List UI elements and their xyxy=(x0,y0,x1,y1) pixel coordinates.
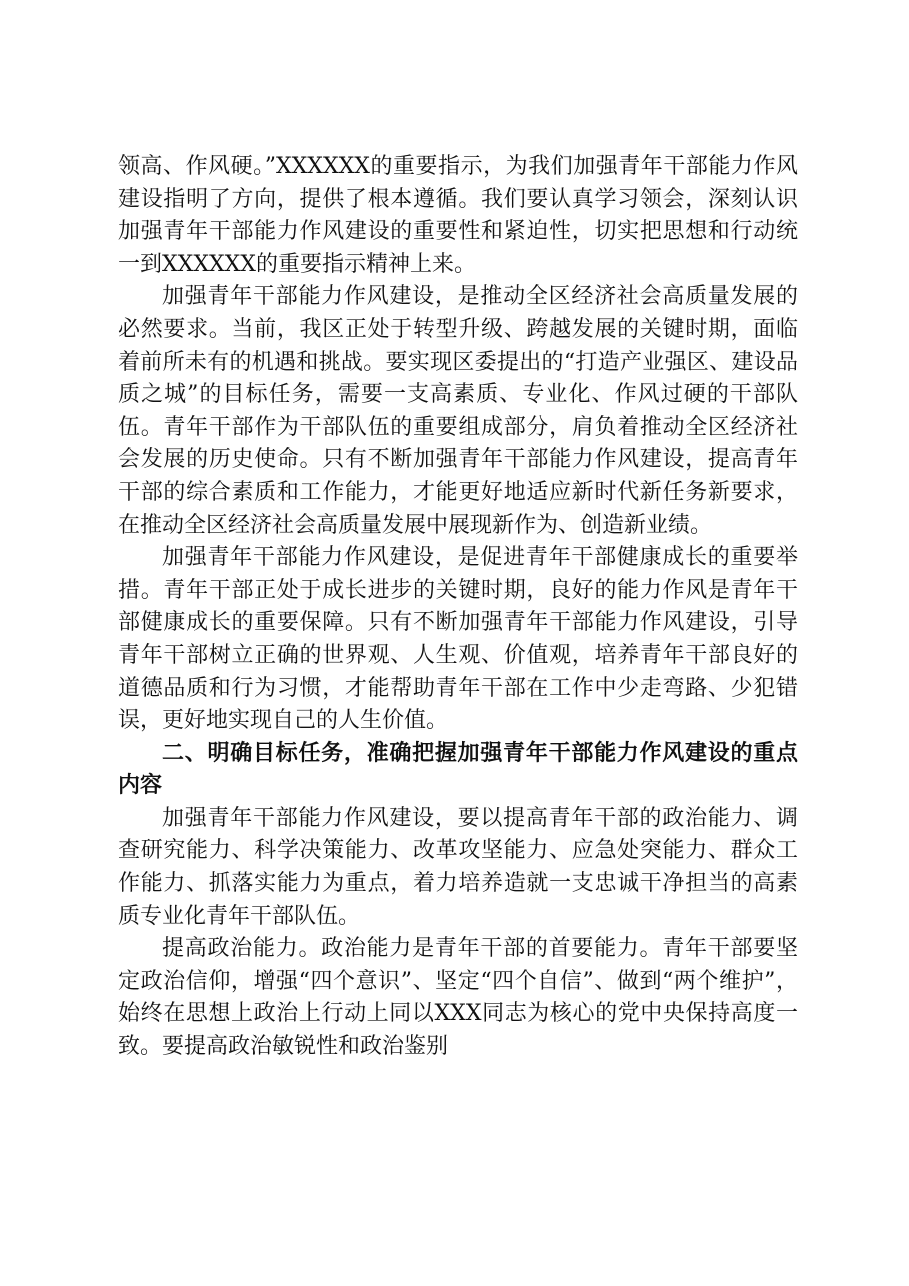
section-heading-2: 二、明确目标任务，准确把握加强青年干部能力作风建设的重点内容 xyxy=(118,740,798,799)
paragraph-political-ability: 提高政治能力。政治能力是青年干部的首要能力。青年干部要坚定政治信仰，增强“四个意识”、坚定“四个自信”、做到“两个维护”，始终在思想上政治上行动上同以XXX同志为核心的党中央保持高度一致。要提高政治敏锐性和政治鉴别 xyxy=(118,936,798,1060)
paragraph-continued: 领高、作风硬。”XXXXXX的重要指示，为我们加强青年干部能力作风建设指明了方向，提供了根本遵循。我们要认真学习领会，深刻认识加强青年干部能力作风建设的重要性和紧迫性，切实把思想和行动统一到XXXXXX的重要指示精神上来。 xyxy=(118,154,798,277)
paragraph-growth-measure: 加强青年干部能力作风建设，是促进青年干部健康成长的重要举措。青年干部正处于成长进步的关键时期，良好的能力作风是青年干部健康成长的重要保障。只有不断加强青年干部能力作风建设，引导青年干部树立正确的世界观、人生观、价值观，培养青年干部良好的道德品质和行为习惯，才能帮助青年干部在工作中少走弯路、少犯错误，更好地实现自己的人生价值。 xyxy=(118,545,798,734)
paragraph-key-content: 加强青年干部能力作风建设，要以提高青年干部的政治能力、调查研究能力、科学决策能力、改革攻坚能力、应急处突能力、群众工作能力、抓落实能力为重点，着力培养造就一支忠诚干净担当的高素质专业化青年干部队伍。 xyxy=(118,805,798,929)
document-body xyxy=(118,151,798,1064)
paragraph-development-requirement: 加强青年干部能力作风建设，是推动全区经济社会高质量发展的必然要求。当前，我区正处于转型升级、跨越发展的关键时期，面临着前所未有的机遇和挑战。要实现区委提出的“打造产业强区、建设品质之城”的目标任务，需要一支高素质、专业化、作风过硬的干部队伍。青年干部作为干部队伍的重要组成部分，肩负着推动全区经济社会发展的历史使命。只有不断加强青年干部能力作风建设，提高青年干部的综合素质和工作能力，才能更好地适应新时代新任务新要求，在推动全区经济社会高质量发展中展现新作为、创造新业绩。 xyxy=(118,284,798,538)
